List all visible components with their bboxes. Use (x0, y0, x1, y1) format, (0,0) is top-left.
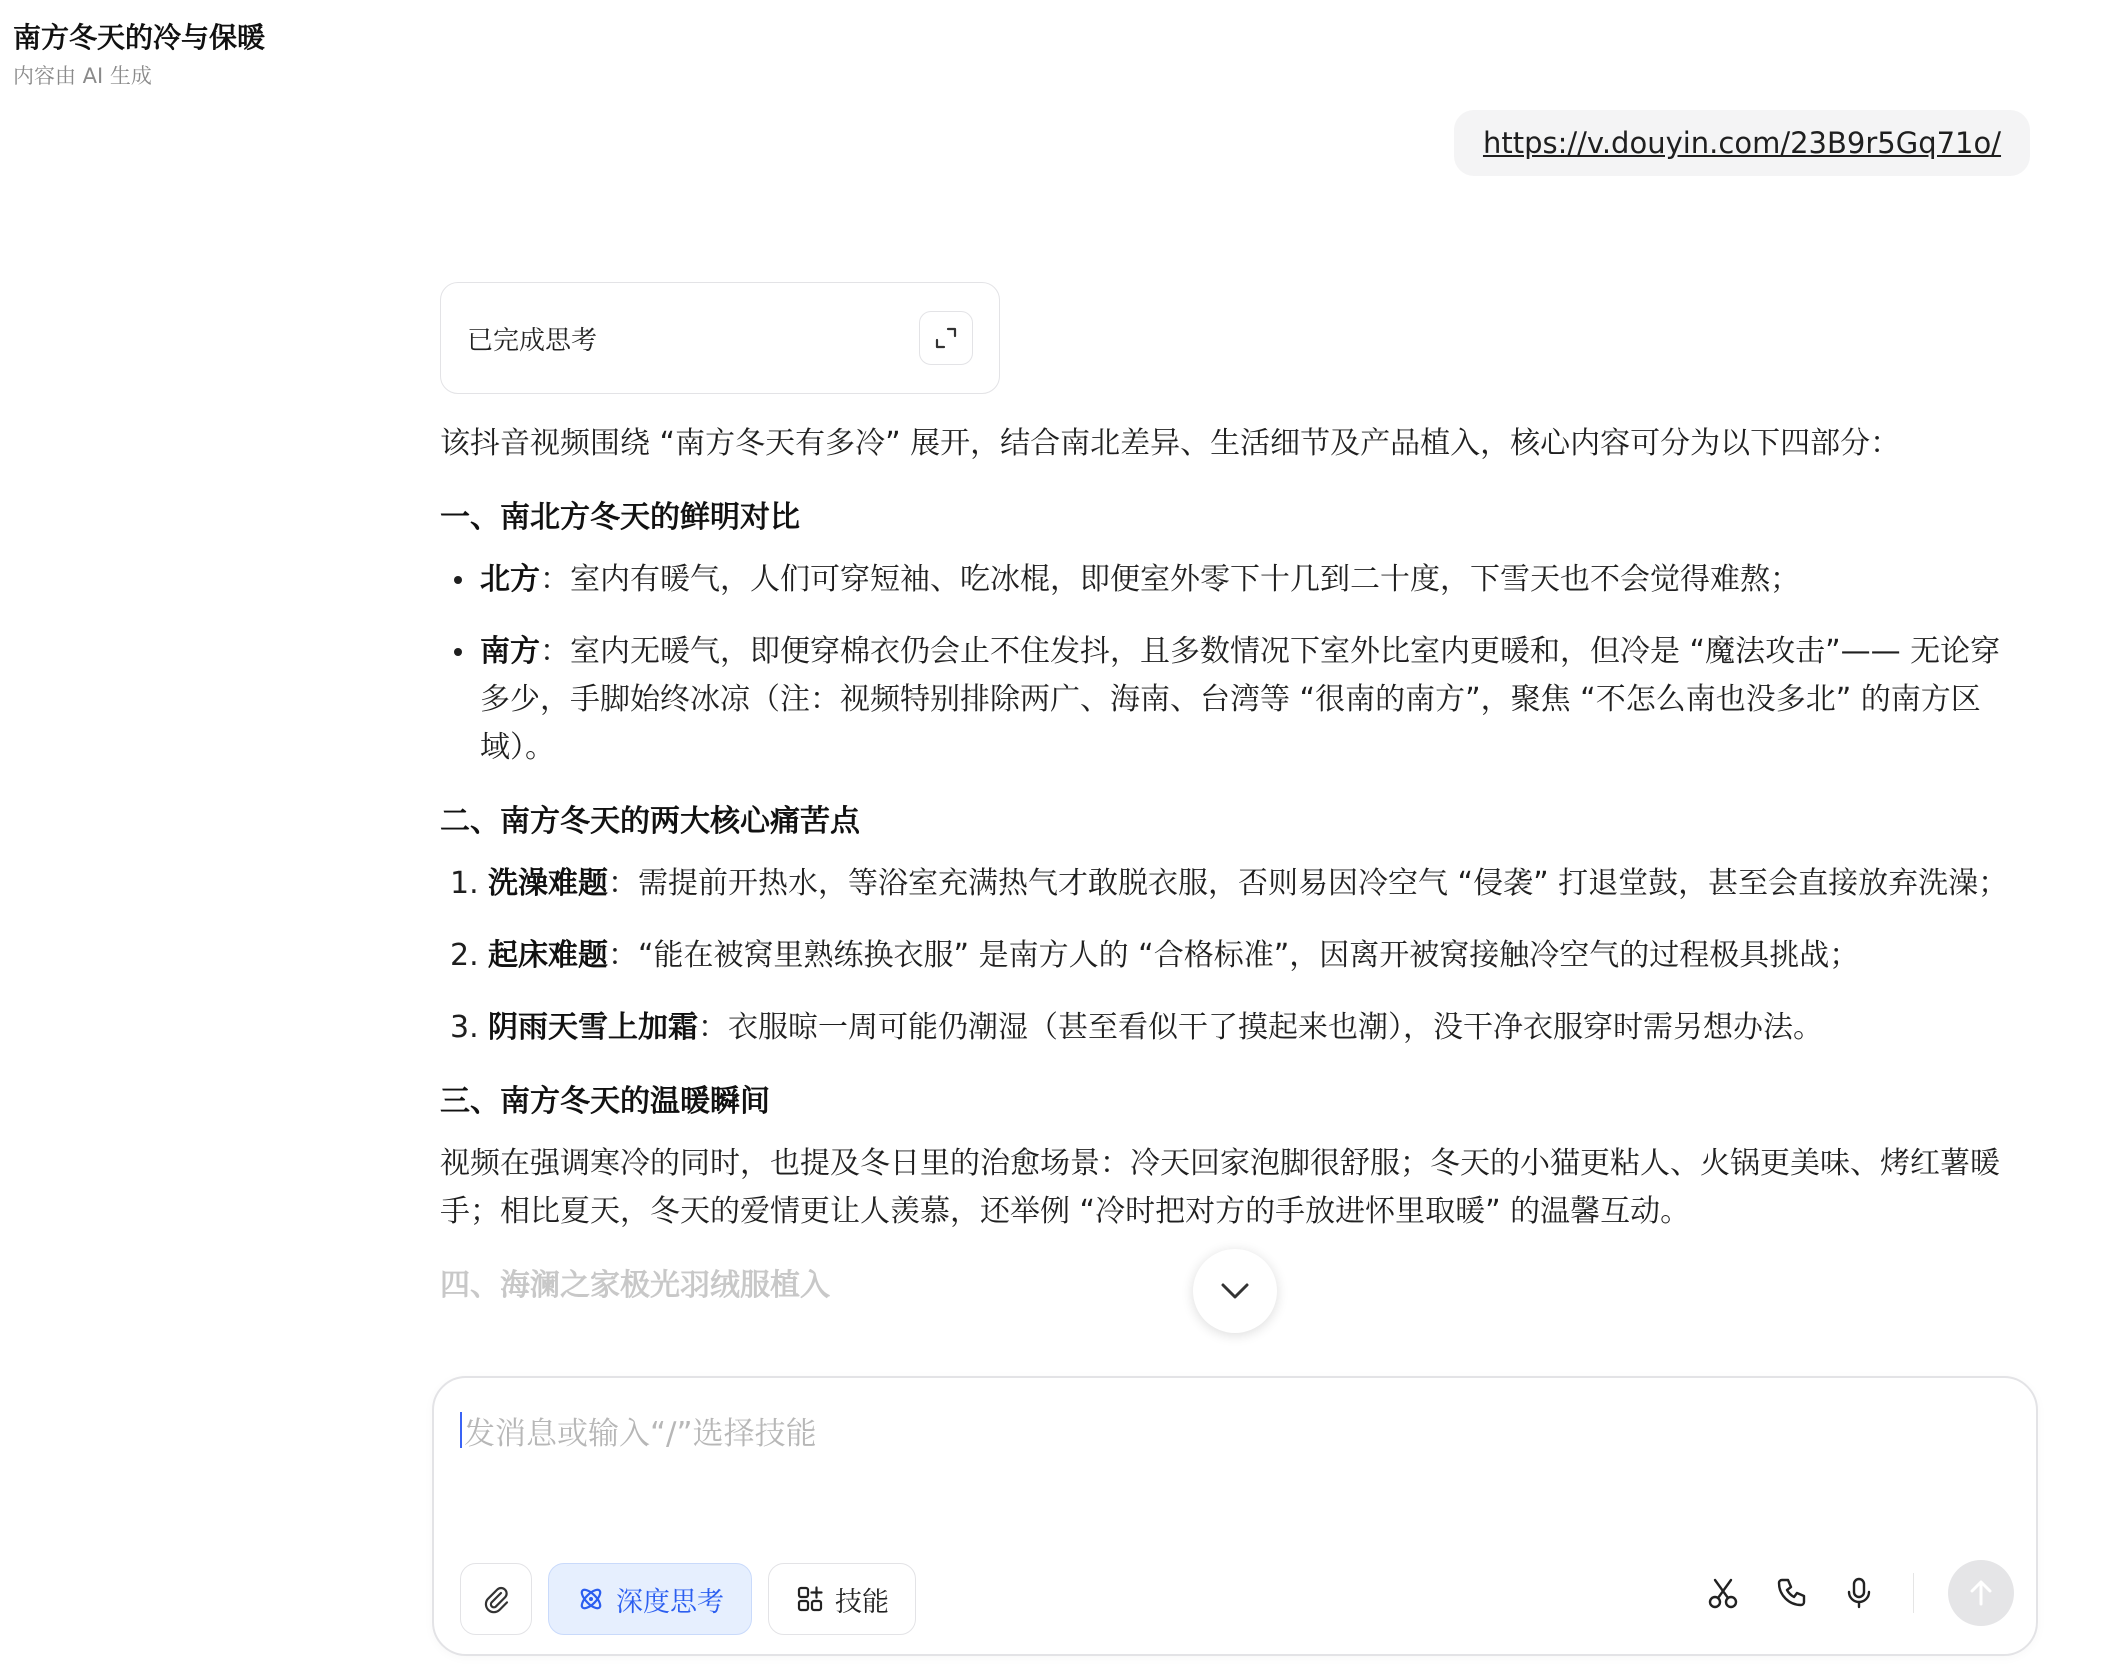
paperclip-icon (480, 1583, 512, 1615)
text-caret (460, 1412, 462, 1448)
conversation-header (13, 20, 265, 90)
list-item (440, 932, 2030, 980)
scissors-icon (1706, 1576, 1740, 1610)
list-item (440, 1004, 2030, 1052)
list-item (440, 860, 2030, 908)
section-heading-1: 一、南北方冬天的鲜明对比 (440, 500, 800, 535)
expand-button[interactable] (919, 311, 973, 365)
conversation-title: 南方冬天的冷与保暖 (13, 21, 266, 54)
user-message-bubble (1454, 110, 2030, 176)
scissors-button[interactable] (1703, 1573, 1743, 1613)
list-item-bold: 北方 (480, 562, 540, 597)
list-item (440, 628, 2030, 772)
attach-button[interactable] (460, 1563, 532, 1635)
expand-icon (933, 325, 959, 351)
answer-intro: 该抖音视频围绕 “南方冬天有多冷” 展开，结合南北差异、生活细节及产品植入，核心内容可分为以下四部分： (440, 426, 1901, 461)
list-item-number: 1. (450, 866, 479, 901)
apps-icon (795, 1584, 825, 1614)
section-2-list (440, 860, 2030, 1052)
phone-icon (1774, 1576, 1808, 1610)
section-3-text: 视频在强调寒冷的同时，也提及冬日里的治愈场景：冷天回家泡脚很舒服；冬天的小猫更粘人、火锅更美味、烤红薯暖手；相比夏天，冬天的爱情更让人羡慕，还举例 “冷时把对方的手放进怀里取暖” 的温馨互动。 (440, 1146, 2000, 1229)
list-item-number: 2. (450, 938, 479, 973)
assistant-answer (440, 410, 2030, 1372)
toolbar-divider (1913, 1573, 1915, 1613)
microphone-icon (1842, 1576, 1876, 1610)
list-item-bold: 阴雨天雪上加霜 (488, 1010, 698, 1045)
message-input[interactable] (460, 1400, 2010, 1460)
composer-tools (460, 1563, 916, 1635)
composer-right-tools (1703, 1560, 2015, 1626)
thinking-card[interactable] (440, 282, 1000, 394)
chevron-down-icon (1219, 1281, 1251, 1301)
deep-think-toggle[interactable] (548, 1563, 752, 1635)
list-item-text: ：“能在被窝里熟练换衣服” 是南方人的 “合格标准”，因离开被窝接触冷空气的过程极具挑战； (608, 938, 1860, 973)
send-button[interactable] (1948, 1560, 2014, 1626)
section-heading-3: 三、南方冬天的温暖瞬间 (440, 1084, 770, 1119)
user-message-link[interactable]: https://v.douyin.com/23B9r5Gq71o/ (1482, 126, 2002, 160)
message-input-placeholder: 发消息或输入“/”选择技能 (464, 1415, 817, 1452)
ai-generated-note: 内容由 AI 生成 (13, 64, 152, 88)
voice-call-button[interactable] (1771, 1573, 1811, 1613)
skills-button[interactable] (768, 1563, 916, 1635)
skills-label: 技能 (835, 1586, 889, 1618)
section-1-list (440, 556, 2030, 772)
voice-input-button[interactable] (1839, 1573, 1879, 1613)
list-item (440, 556, 2030, 604)
arrow-up-icon (1967, 1578, 1995, 1608)
list-item-bold: 起床难题 (488, 938, 608, 973)
list-item-text: ：室内无暖气，即便穿棉衣仍会止不住发抖，且多数情况下室外比室内更暖和，但冷是 “魔法攻击”—— 无论穿多少，手脚始终冰凉（注：视频特别排除两广、海南、台湾等 “很南的南方”，聚焦 “不怎么南也没多北” 的南方区域）。 (480, 634, 2001, 765)
deep-think-label: 深度思考 (616, 1586, 724, 1618)
list-item-text: ：衣服晾一周可能仍潮湿（甚至看似干了摸起来也潮），没干净衣服穿时需另想办法。 (698, 1010, 1823, 1045)
message-composer (432, 1376, 2038, 1656)
list-item-text: ：需提前开热水，等浴室充满热气才敢脱衣服，否则易因冷空气 “侵袭” 打退堂鼓，甚至会直接放弃洗澡； (608, 866, 2009, 901)
list-item-bold: 南方 (480, 634, 540, 669)
section-heading-4: 四、海澜之家极光羽绒服植入 (440, 1268, 830, 1303)
section-heading-2: 二、南方冬天的两大核心痛苦点 (440, 804, 860, 839)
list-item-bold: 洗澡难题 (488, 866, 608, 901)
scroll-to-bottom-button[interactable] (1193, 1249, 1277, 1333)
list-item-text: ：室内有暖气，人们可穿短袖、吃冰棍，即便室外零下十几到二十度，下雪天也不会觉得难熬； (540, 562, 1800, 597)
thinking-status-label: 已完成思考 (467, 325, 598, 356)
atom-icon (576, 1584, 606, 1614)
list-item-number: 3. (450, 1010, 479, 1045)
